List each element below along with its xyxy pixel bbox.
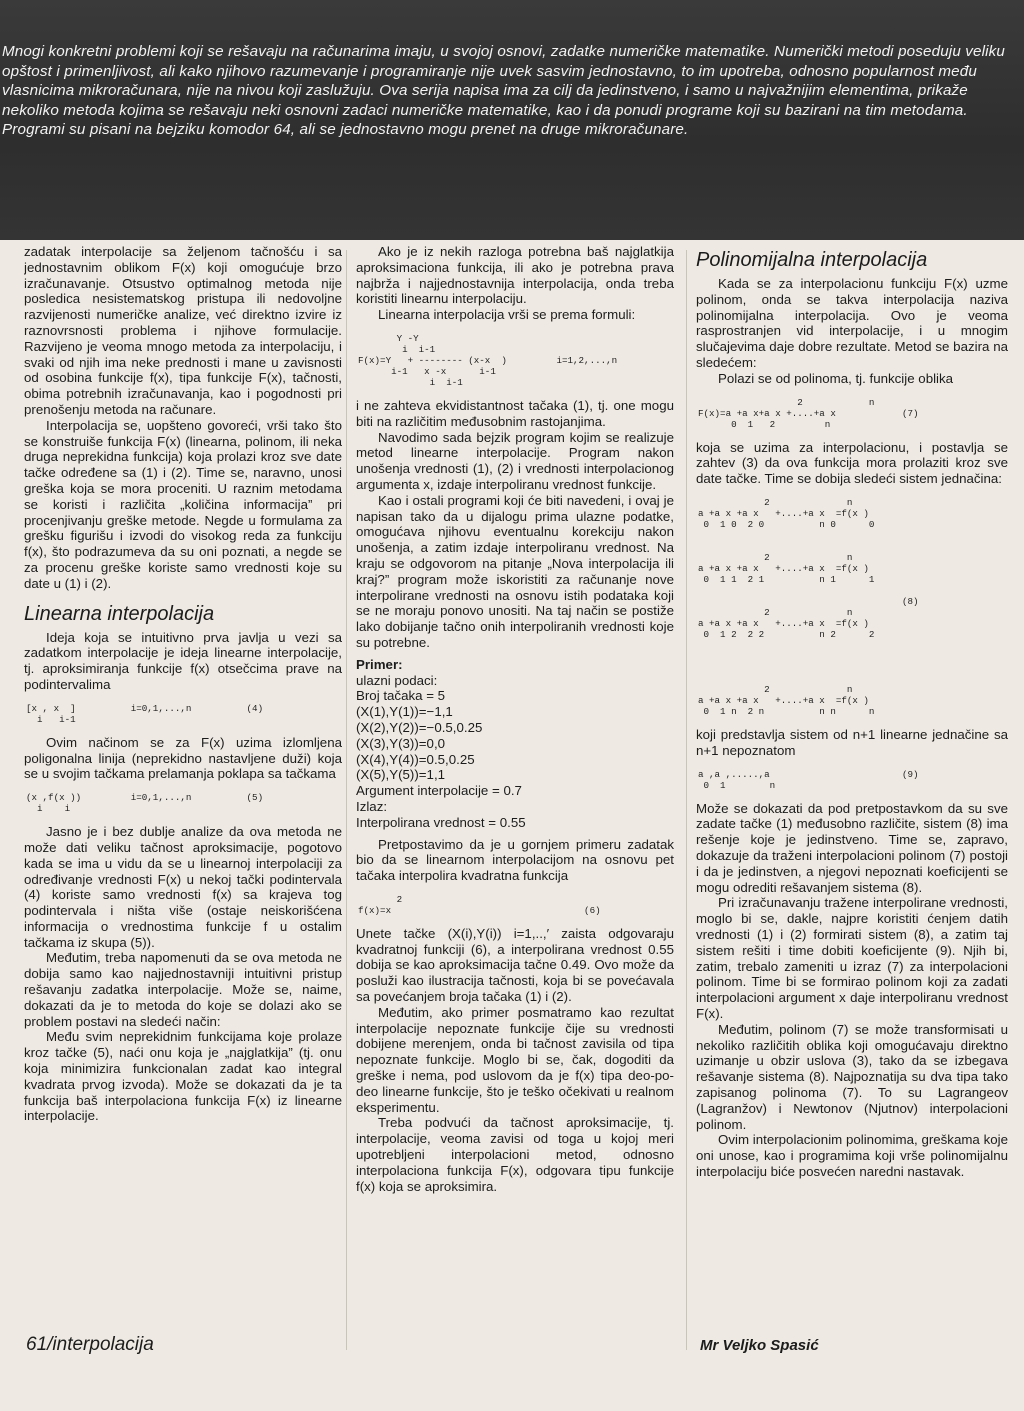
paragraph: koji predstavlja sistem od n+1 linearne jednačine sa n+1 nepoznatom (696, 726, 1008, 758)
formula-5: (x ,f(x )) i=0,1,...,n (5) i i (26, 792, 264, 815)
paragraph: Pretpostavimo da je u gornjem primeru zadatak bio da se linearnom interpolacijom na osnovu pet tačaka interpolira kvadratna funkcija (356, 836, 674, 884)
paragraph: Linearna interpolacija vrši se prema formuli: (378, 307, 636, 323)
formula-9: a ,a ,.....,a (9) 0 1 n (698, 768, 919, 791)
column-2 (356, 244, 674, 1364)
paragraph: zadatak interpolacije sa željenom tačnošću i sa jednostavnim oblikom F(x) koji omogućuje brzo izračunavanje. Otsustvo optimalnog metoda nije posledica nesistematskog pristupa ili nedovoljne razvijenosti numeričke analize, već direktno izvire iz raznovrsnosti problema i njihove formulacije. Razvijeno je veoma mnogo metoda za interpolaciju, i svaki od njih ima neke prednosti i mane u zavisnosti od osobina funkcije f(x), tipa funkcije F(x), tačnosti, obima potrebnih izračunavanja, kao i pogodnosti pri prenošenju metoda na računare. (24, 244, 342, 417)
paragraph: Unete tačke (X(i),Y(i)) i=1,..,′ zaista odgovaraju kvadratnoj funkciji (6), a interpolirana vrednost 0.55 dobija se kao aproksimacija tačne 0.49. Ovo može da posluži kao ilustracija tačnosti, koja bi se povećavala sa povećanjem broja tačaka (1) i (2). (356, 925, 674, 1005)
paragraph: Može se dokazati da pod pretpostavkom da su sve zadate tačke (1) međusobno različite, sistem (8) ima rešenje koje je jedinstveno. Time se, zapravo, dokazuje da traženi interpolacioni polinom (7) postoji i da je jedinstven, a njegovi nepoznati koeficijenti se mogu odrediti rešavanjem sistema (8). (696, 800, 1008, 895)
page-folio: 61/interpolacija (26, 1334, 154, 1355)
example-line: ulazni podaci: (356, 672, 438, 688)
section-title-polynomial: Polinomijalna interpolacija (696, 249, 928, 271)
column-1 (24, 244, 342, 1364)
example-line: Interpolirana vrednost = 0.55 (356, 814, 526, 830)
intro-band (0, 0, 1024, 240)
paragraph: Interpolacija se, uopšteno govoreći, vrši tako što se konstruiše funkcija F(x) (linearna, polinom, ili neka druga neprekidna funkcija) koja prolazi kroz sve date tačke određene sa (1) i (2). Time se, naravno, unosi greška koja se mora proceniti. U raznim metodama se koristi i različita „količina informacija” pri procenjivanju greške metode. Negde u formulama za grešku figurišu i izvodi do visokog reda za funkciju f(x), što podrazumeva da su oni poznati, a negde se za procenu greške koriste samo vrednosti koje su date u (1) i (2). (24, 417, 342, 591)
paragraph: Među svim neprekidnim funkcijama koje prolaze kroz tačke (5), naći onu koja je „najglatkija” (tj. onu koja minimizira funkcionalan zadat kao integral kvadrata prvog izvoda). Može se dokazati da je ta funkcija baš interpolaciona funkcija F(x) iz linearne interpolacije. (24, 1029, 342, 1124)
paragraph: Polazi se od polinoma, tj. funkcije oblika (718, 370, 954, 386)
example-line: (X(2),Y(2))=−0.5,0.25 (356, 719, 483, 735)
formula-7: 2 n F(x)=a +a x+a x +....+a x (7) 0 1 2 n (698, 396, 919, 430)
column-divider (686, 250, 687, 1350)
paragraph: Ovim interpolacionim polinomima, greškama koje oni unose, kao i programima koji vrše polinomijalnu interpolaciju biće posvećen naredni nastavak. (696, 1132, 1008, 1179)
paragraph: Međutim, ako primer posmatramo kao rezultat interpolacije nepoznate funkcije čije su vrednosti dobijene merenjem, onda bi tačnost zavisila od tipa nepoznate funkcije. Moglo bi se, čak, dogoditi da greške i nema, pod uslovom da je f(x) tipa deo-po-deo linearne funkcije, što je teško očekivati u realnom eksperimentu. (356, 1004, 674, 1115)
paragraph: Ovim načinom se za F(x) uzima izlomljena poligonalna linija (neprekidno nastavljene duži) koja se u svojim tačkama prelamanja poklapa sa tačkama (24, 734, 342, 782)
paragraph: Međutim, treba napomenuti da se ova metoda ne dobija samo kao najjednostavniji intuitivni pristup rešavanju zadatka interpolacije. Može se, naime, dokazati da je to metoda do koje se dolazi ako se problem postavi na sledeći način: (24, 950, 342, 1029)
formula-8: 2 n a +a x +a x +....+a x =f(x ) 0 1 0 2 0 n 0 0 2 n a +a x +a x +....+a x =f(x ) 0 1 1 2 1 n 1 1 (8) 2 n a +a x +a x +....+a x =f(x ) 0 1 2 2 2 n 2 2 2 n a +a x +a x +....+a x =f(x ) 0 1 n 2 n n n n (698, 496, 919, 717)
paragraph: Ideja koja se intuitivno prva javlja u vezi sa zadatkom interpolacije je ideja linearne interpolacije, tj. aproksimiranja funkcije f(x) otsečcima prave na podintervalima (24, 629, 342, 692)
example-block (356, 657, 674, 831)
formula-6: 2 f(x)=x (6) (358, 893, 601, 916)
paragraph: Treba podvući da tačnost aproksimacije, tj. interpolacije, veoma zavisi od toga u kojoj meri upotrebljeni interpolacioni metod, odnosno interpolaciona funkcija F(x), odgovara tipu funkcije f(x) koja se aproksimira. (356, 1115, 674, 1194)
paragraph: Jasno je i bez dublje analize da ova metoda ne može dati veliku tačnost aproksimacije, pogotovo kada se ima u vidu da se u linearnoj interpolaciji za određivanje vrednosti F(x) u nekoj tački podintervala (4) koriste samo vrednosti f(x) sa krajeva tog podintervala i ništa više (ostaje neiskorišćena informacija o vrednostima funkcije f u ostalim tačkama iz skupa (5)). (24, 824, 342, 950)
paragraph: Kao i ostali programi koji će biti navedeni, i ovaj je napisan tako da u dijalogu prima ulazne podatke, omogućava njihovu eventualnu korekciju nakon unošenja, a zatim izdaje interpoliranu vrednost. Na kraju se odgovorom na pitanje „Nova interpolacija ili kraj?” program može iskoristiti za računanje nove interpolirane vrednosti na osnovu istih podataka koji se ne moraju ponovo unositi. Na taj način se postiže lako dobijanje tačno onih interpoliranih vrednosti koje su potrebne. (356, 492, 674, 650)
paragraph: Ako je iz nekih razloga potrebna baš najglatkija aproksimaciona funkcija, ili ako je potrebna prava najbrža i najjednostavnija interpolacija, onda treba koristiti linearnu interpolaciju. (356, 244, 674, 307)
example-line: (X(3),Y(3))=0,0 (356, 735, 446, 751)
column-3 (696, 244, 1008, 1364)
intro-text: Mnogi konkretni problemi koji se rešavaju na računarima imaju, u svojoj osnovi, zadatke numeričke matematike. Numerički metodi poseduju veliku opštost i primenljivost, ali kako njihovo razumevanje i programiranje nije uvek sasvim jednostavno, to im upotreba, odnosno popularnost među vlasnicima mikroračunara, nije na nivou koji zaslužuju. Ova serija napisa ima za cilj da jedinstveno, i samo u najvažnijim elementima, prikaže nekoliko metoda kojima se rešavaju neki osnovni zadaci numeričke matematike, kao i da ponudi programe koji su bazirani na tim metodama. Programi su pisani na bejziku komodor 64, ali se jednostavno mogu prenet na druge mikroračunare. (2, 43, 1006, 139)
example-line: Broj tačaka = 5 (356, 688, 446, 704)
example-line: (X(5),Y(5))=1,1 (356, 767, 446, 783)
paragraph: Navodimo sada bejzik program kojim se realizuje metod linearne interpolacije. Program nakon unošenja vrednosti (1), (2) i vrednosti interpolacionog argumenta x, izdaje interpoliranu vrednost funkcije. (356, 429, 674, 492)
example-line: (X(4),Y(4))=0.5,0.25 (356, 751, 475, 767)
paragraph: Međutim, polinom (7) se može transformisati u nekoliko različitih oblika koji omogućavaju direktno uzimanje u obzir uslova (3), tako da se izbegava rešavanje sistema (8). Najpoznatija su dva tipa tako zapisanog polinoma (7). To su Lagrangeov (Lagranžov) i Newtonov (Njutnov) interpolacioni polinom. (696, 1021, 1008, 1132)
section-title-linear: Linearna interpolacija (24, 602, 215, 625)
paragraph: i ne zahteva ekvidistantnost tačaka (1), tj. one mogu biti na različitim međusobnim rastojanjima. (356, 397, 674, 429)
example-line: Izlaz: (356, 798, 388, 814)
example-title: Primer: (356, 656, 403, 672)
paragraph: koja se uzima za interpolacionu, i postavlja se zahtev (3) da ova funkcija mora prolaziti kroz sve date tačke. Time se dobija sledeći sistem jednačina: (696, 439, 1008, 487)
paragraph: Pri izračunavanju tražene interpolirane vrednosti, moglo bi se, dakle, najpre koristiti ćenjem datih vrednosti (1) i (2) formirati sistem (8), a zatim taj sistem rešiti i time dobiti koeficijente (9). Njih bi, zatim, trebalo zameniti u izraz (7) za interpolacioni polinom. Time bi se formirao polinom koji za zadati interpolacioni argument x daje interpoliranu vrednost F(x). (696, 895, 1008, 1021)
example-line: (X(1),Y(1))=−1,1 (356, 704, 453, 720)
column-divider (346, 250, 347, 1350)
example-line: Argument interpolacije = 0.7 (356, 783, 522, 799)
formula-4: [x , x ] i=0,1,...,n (4) i i-1 (26, 702, 264, 725)
formula-linear: Y -Y i i-1 F(x)=Y + -------- (x-x ) i=1,2,...,n i-1 x -x i-1 i i-1 (358, 332, 618, 388)
author-signature: Mr Veljko Spasić (700, 1337, 819, 1354)
paragraph: Kada se za interpolacionu funkciju F(x) uzme polinom, onda se takva interpolacija naziva polinomijalna interpolacija. Ovo je veoma rasprostranjen vid interpolacije, i u mnogim slučajevima daje dobre rezultate. Metod se bazira na sledećem: (696, 276, 1008, 370)
